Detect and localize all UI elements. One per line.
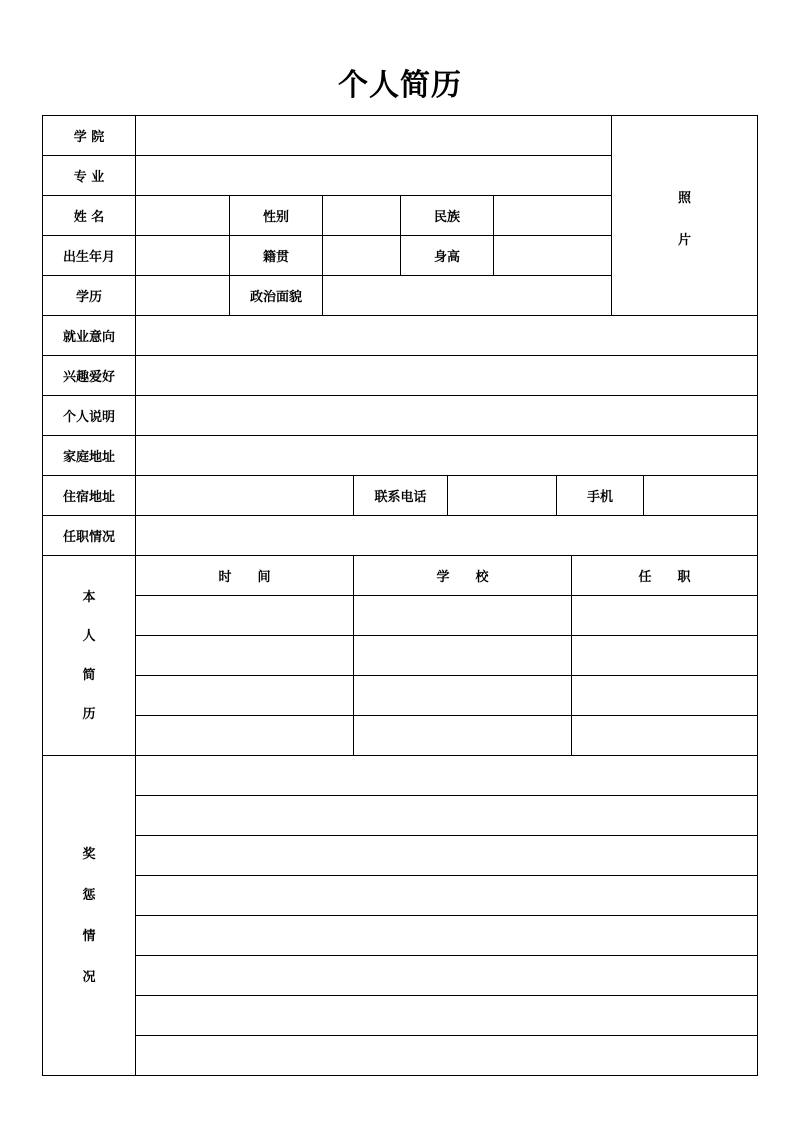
hobbies-field[interactable]: [135, 355, 758, 396]
ethnicity-field[interactable]: [493, 195, 612, 236]
education-field[interactable]: [135, 275, 230, 316]
awards-row[interactable]: [135, 795, 758, 836]
career-intention-field[interactable]: [135, 315, 758, 356]
name-field[interactable]: [135, 195, 230, 236]
photo-box[interactable]: [611, 115, 758, 316]
label-birth-date: 出生年月: [42, 235, 136, 276]
resume-cell[interactable]: [353, 715, 572, 756]
resume-cell[interactable]: [571, 675, 758, 716]
resume-cell[interactable]: [571, 595, 758, 636]
label-political-status: 政治面貌: [229, 275, 323, 316]
major-field[interactable]: [135, 155, 612, 196]
resume-history-label-char: 人: [82, 628, 96, 644]
label-career-intention: 就业意向: [42, 315, 136, 356]
personal-statement-field[interactable]: [135, 395, 758, 436]
resume-cell[interactable]: [571, 715, 758, 756]
positions-held-field[interactable]: [135, 515, 758, 556]
college-field[interactable]: [135, 115, 612, 156]
awards-row[interactable]: [135, 875, 758, 916]
awards-label-char: 况: [82, 969, 96, 985]
resume-history-label-char: 简: [82, 667, 96, 683]
label-gender: 性别: [229, 195, 323, 236]
label-name: 姓 名: [42, 195, 136, 236]
label-native-place: 籍贯: [229, 235, 323, 276]
mobile-field[interactable]: [643, 475, 758, 516]
resume-header-0: 时 间: [135, 555, 354, 596]
label-college: 学 院: [42, 115, 136, 156]
home-address-field[interactable]: [135, 435, 758, 476]
awards-row[interactable]: [135, 995, 758, 1036]
resume-cell[interactable]: [135, 595, 354, 636]
awards-row[interactable]: [135, 955, 758, 996]
label-major: 专 业: [42, 155, 136, 196]
label-mobile: 手机: [556, 475, 644, 516]
label-personal-statement: 个人说明: [42, 395, 136, 436]
resume-cell[interactable]: [135, 715, 354, 756]
label-residence-address: 住宿地址: [42, 475, 136, 516]
photo-label-top: 照: [677, 191, 691, 206]
resume-cell[interactable]: [571, 635, 758, 676]
contact-phone-field[interactable]: [447, 475, 557, 516]
resume-cell[interactable]: [135, 675, 354, 716]
awards-label-char: 惩: [82, 887, 96, 903]
resume-history-label-char: 历: [82, 706, 96, 722]
label-positions-held: 任职情况: [42, 515, 136, 556]
awards-row[interactable]: [135, 755, 758, 796]
awards-label-char: 奖: [82, 846, 96, 862]
residence-address-field[interactable]: [135, 475, 354, 516]
awards-row[interactable]: [135, 835, 758, 876]
label-hobbies: 兴趣爱好: [42, 355, 136, 396]
resume-cell[interactable]: [353, 675, 572, 716]
label-contact-phone: 联系电话: [353, 475, 448, 516]
resume-header-2: 任 职: [571, 555, 758, 596]
gender-field[interactable]: [322, 195, 401, 236]
awards-row[interactable]: [135, 915, 758, 956]
height-field[interactable]: [493, 235, 612, 276]
label-ethnicity: 民族: [400, 195, 494, 236]
label-education: 学历: [42, 275, 136, 316]
awards-label-char: 情: [82, 928, 96, 944]
photo-label-bottom: 片: [677, 233, 691, 248]
page-title: 个人简历: [338, 68, 462, 103]
awards-row[interactable]: [135, 1035, 758, 1076]
birth-date-field[interactable]: [135, 235, 230, 276]
awards-label: [42, 755, 136, 1076]
resume-cell[interactable]: [353, 595, 572, 636]
resume-history-label-char: 本: [82, 589, 96, 605]
native-place-field[interactable]: [322, 235, 401, 276]
label-home-address: 家庭地址: [42, 435, 136, 476]
political-status-field[interactable]: [322, 275, 612, 316]
resume-header-1: 学 校: [353, 555, 572, 596]
resume-history-label: [42, 555, 136, 756]
resume-cell[interactable]: [353, 635, 572, 676]
resume-cell[interactable]: [135, 635, 354, 676]
label-height: 身高: [400, 235, 494, 276]
